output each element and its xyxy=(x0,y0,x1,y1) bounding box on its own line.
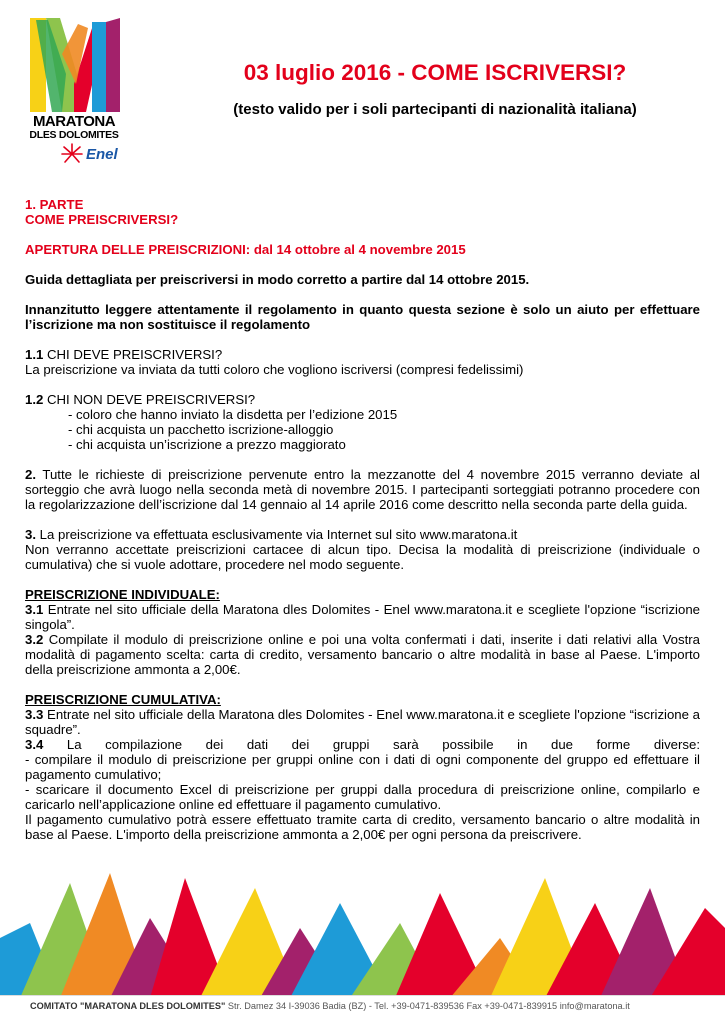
maratona-m-logo-mark xyxy=(22,14,126,114)
cumulative-heading: PREISCRIZIONE CUMULATIVA: xyxy=(25,692,221,707)
footer-address: Str. Damez 34 I-39036 Badia (BZ) - Tel. +39-0471-839536 Fax +39-0471-839915 info@maratona.it xyxy=(225,1001,630,1011)
section-3-1-text: 3.1 Entrate nel sito ufficiale della Maratona dles Dolomites - Enel www.maratona.it e scegliete l'opzione “iscrizione singola”. xyxy=(25,602,700,632)
section-3-text: 3. La preiscrizione va effettuata esclusivamente via Internet sul sito www.maratona.it xyxy=(25,527,518,542)
enel-star-icon xyxy=(60,142,84,166)
maratona-logo xyxy=(22,14,126,164)
regulation-warning: Innanzitutto leggere attentamente il regolamento in quanto questa sezione è solo un aiuto per effettuare l’iscrizione ma non sostituisce il regolamento xyxy=(25,302,700,332)
footer-contact xyxy=(0,995,725,1024)
list-item: - scaricare il documento Excel di preiscrizione per gruppi dalla procedura di preiscrizione online, compilarlo e caricarlo nell’applicazione online ed effettuare il pagamento cumulativo. xyxy=(25,782,700,812)
section-1-1-text: La preiscrizione va inviata da tutti coloro che vogliono iscriversi (compresi fedelissimi) xyxy=(25,362,524,377)
enel-logo xyxy=(60,142,130,166)
guide-intro: Guida dettagliata per preiscriversi in modo corretto a partire dal 14 ottobre 2015. xyxy=(25,272,530,287)
section-heading: COME PREISCRIVERSI? xyxy=(25,212,179,227)
individual-heading: PREISCRIZIONE INDIVIDUALE: xyxy=(25,587,220,602)
page-subtitle: (testo valido per i soli partecipanti di nazionalità italiana) xyxy=(233,101,637,118)
logo-name: MARATONA xyxy=(32,113,116,130)
mountain-decoration xyxy=(0,868,725,998)
section-2-text: 2. Tutte le richieste di preiscrizione pervenute entro la mezzanotte del 4 novembre 2015 verranno deviate al sorteggio che avrà luogo nella seconda metà di novembre 2015. I partecipanti sorteggiati potranno procedere con la regolarizzazione dell’iscrizione dal 14 gennaio al 14 aprile 2016 come descritto nella seconda parte della guida. xyxy=(25,467,700,512)
document-body xyxy=(25,197,700,842)
list-item: - compilare il modulo di preiscrizione per gruppi online con i dati di ogni componente del gruppo ed effettuare il pagamento cumulativo; xyxy=(25,752,700,782)
list-item: - chi acquista un pacchetto iscrizione-alloggio xyxy=(68,422,334,437)
list-item: - chi acquista un’iscrizione a prezzo maggiorato xyxy=(68,437,346,452)
footer-org: COMITATO "MARATONA DLES DOLOMITES" xyxy=(30,1001,226,1011)
payment-note: Il pagamento cumulativo potrà essere effettuato tramite carta di credito, versamento bancario o altre modalità in base al Paese. L'importo della preiscrizione ammonta a 2,00€ per ogni persona da preiscrivere. xyxy=(25,812,700,842)
section-1-2-title: 1.2 CHI NON DEVE PREISCRIVERSI? xyxy=(25,392,256,407)
section-3-note: Non verranno accettate preiscrizioni cartacee di alcun tipo. Decisa la modalità di preiscrizione (individuale o cumulativa) che si vuole adottare, procedere nel modo seguente. xyxy=(25,542,700,572)
page-title: 03 luglio 2016 - COME ISCRIVERSI? xyxy=(243,60,627,85)
section-3-2-text: 3.2 Compilate il modulo di preiscrizione online e poi una volta confermati i dati, inserite i dati relativi alla Vostra modalità di pagamento scelta: carta di credito, versamento bancario o altre modalità in base al Paese. L'importo della preiscrizione ammonta a 2,00€. xyxy=(25,632,700,677)
section-3-3-text: 3.3 Entrate nel sito ufficiale della Maratona dles Dolomites - Enel www.maratona.it e scegliete l'opzione “iscrizione a squadre”. xyxy=(25,707,700,737)
list-item: - coloro che hanno inviato la disdetta per l’edizione 2015 xyxy=(68,407,398,422)
part-label: 1. PARTE xyxy=(25,197,84,212)
opening-dates: APERTURA DELLE PREISCRIZIONI: dal 14 ottobre al 4 novembre 2015 xyxy=(25,242,466,257)
logo-subname: DLES DOLOMITES xyxy=(29,129,119,141)
section-1-1-title: 1.1 CHI DEVE PREISCRIVERSI? xyxy=(25,347,223,362)
enel-wordmark: Enel xyxy=(86,146,118,163)
section-3-4-text: 3.4 La compilazione dei dati dei gruppi sarà possibile in due forme diverse: xyxy=(25,737,700,752)
